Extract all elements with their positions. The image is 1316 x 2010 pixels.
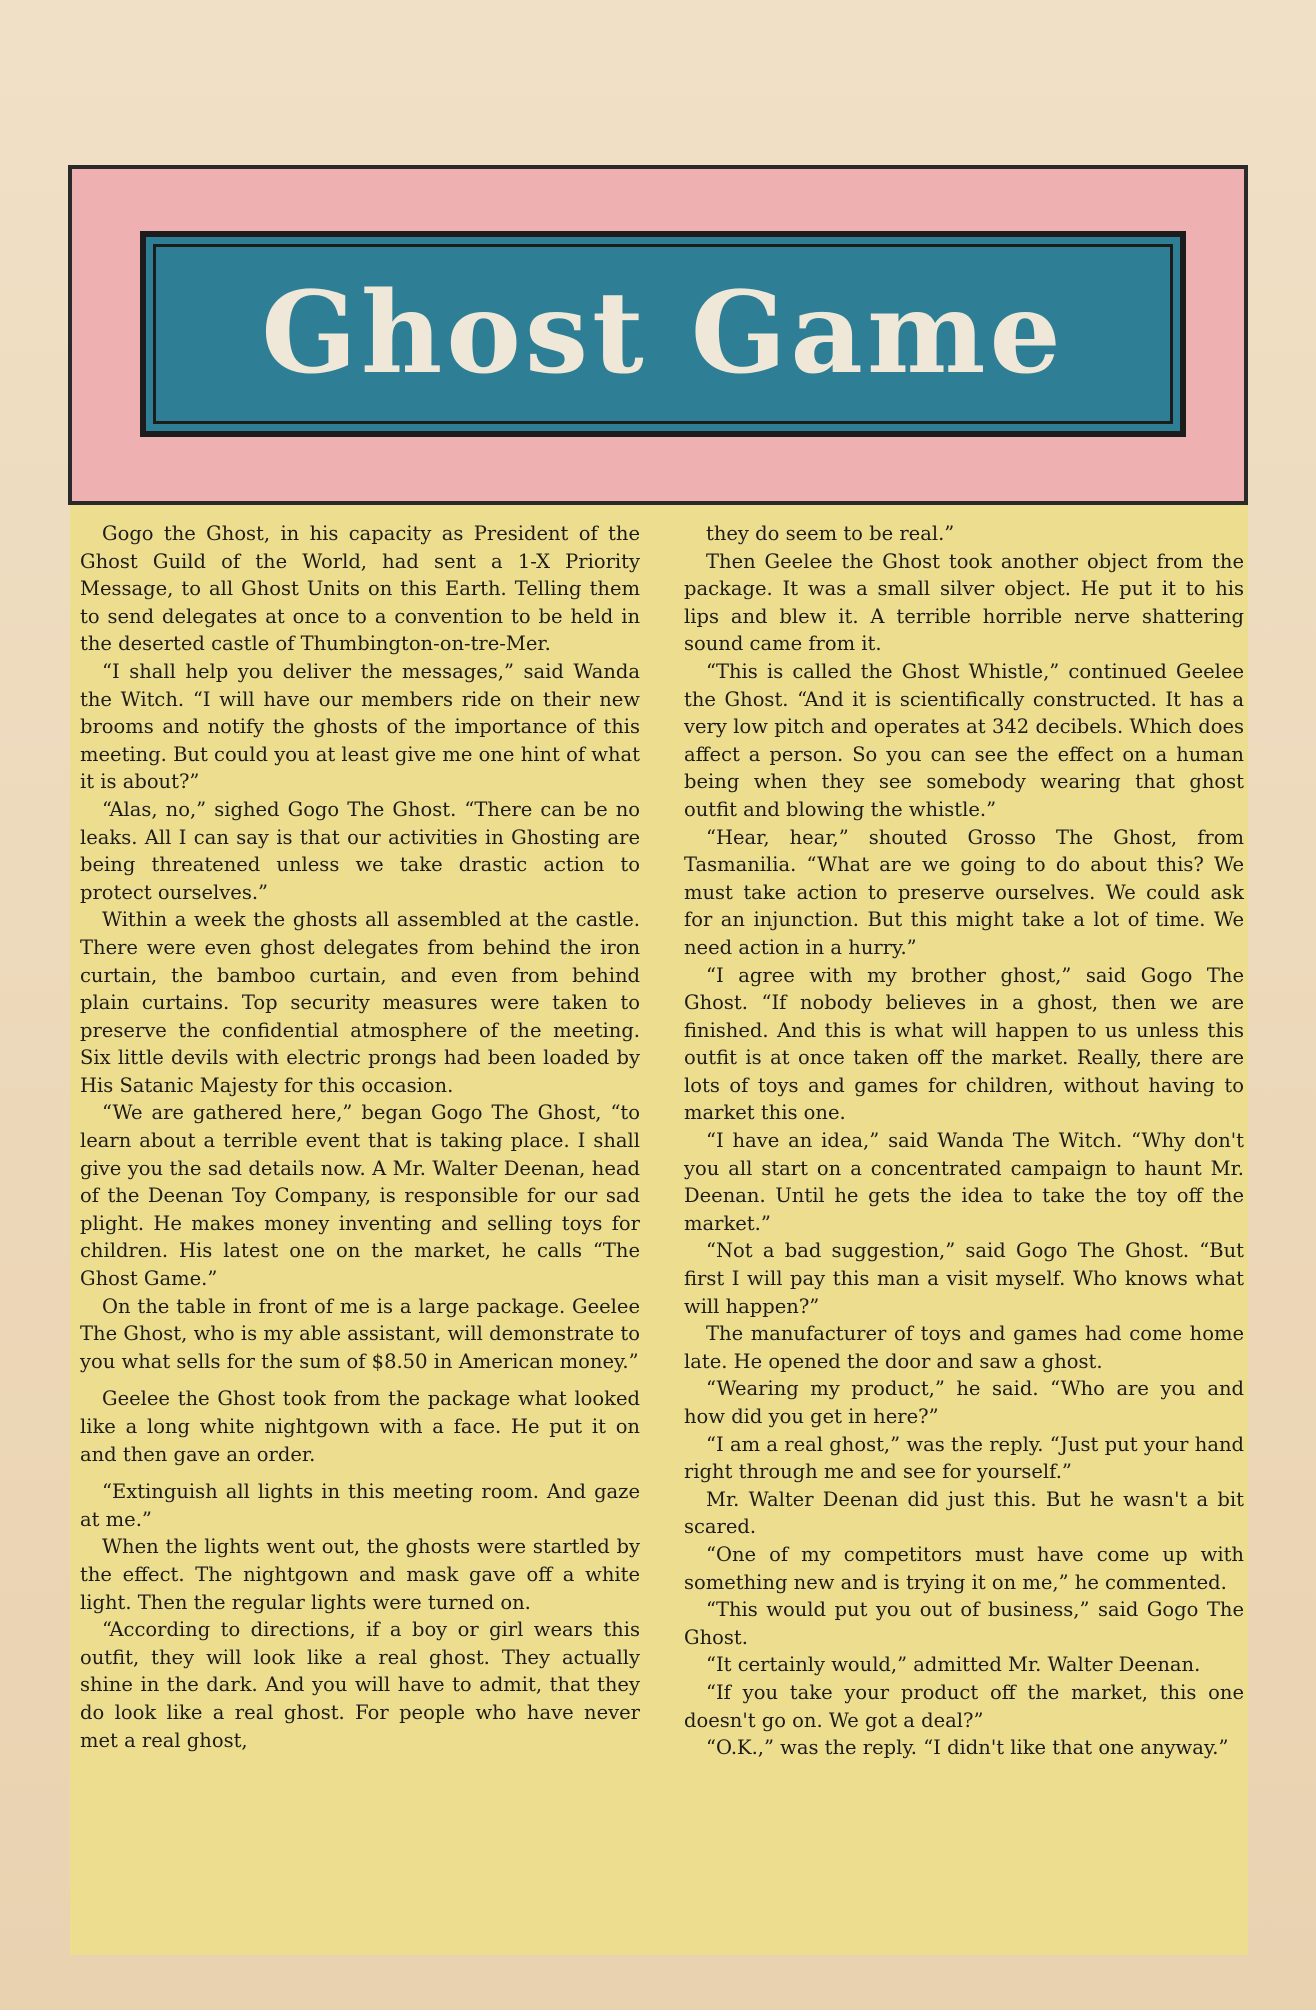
title-panel (68, 165, 1248, 505)
paragraph: “O.K.,” was the reply. “I didn't like that one anyway.” (706, 1736, 1229, 1760)
right-column (684, 520, 1244, 1762)
title-banner (140, 231, 1186, 437)
paragraph: “Not a bad suggestion,” said Gogo The Ghost. “But first I will pay this man a visit myself. Who knows what will happen?” (684, 1239, 1244, 1318)
paragraph: “If you take your product off the market, this one doesn't go on. We got a deal?” (684, 1680, 1244, 1732)
paragraph: When the lights went out, the ghosts were startled by the effect. The nightgown and mask gave off a white light. Then the regular lights were turned on. (80, 1535, 640, 1614)
paragraph: “Extinguish all lights in this meeting room. And gaze at me.” (80, 1480, 640, 1531)
paragraph: “I agree with my brother ghost,” said Gogo The Ghost. “If nobody believes in a ghost, then we are finished. And this is what will happen to us unless this outfit is at once taken off the market. Really, there are lots of toys and games for children, without having to market this one. (684, 963, 1244, 1125)
paragraph: “We are gathered here,” began Gogo The Ghost, “to learn about a terrible event that is taking place. I shall give you the sad details now. A Mr. Walter Deenan, head of the Deenan Toy Company, is responsible for our sad plight. He makes money inventing and selling toys for children. His latest one on the market, he calls “The Ghost Game.” (80, 1101, 640, 1291)
paragraph: Geelee the Ghost took from the package what looked like a long white nightgown with a face. He put it on and then gave an order. (80, 1387, 640, 1466)
paragraph: “I shall help you deliver the messages,” said Wanda the Witch. “I will have our members ride on their new brooms and notify the ghosts of the importance of this meeting. But could you at least give me one hint of what it is about?” (80, 659, 640, 794)
paragraph: “One of my competitors must have come up with something new and is trying it on me,” he commented. (684, 1542, 1244, 1594)
paragraph: “Alas, no,” sighed Gogo The Ghost. “There can be no leaks. All I can say is that our activities in Ghosting are being threatened unless we take drastic action to protect ourselves.” (80, 797, 640, 904)
paragraph: “It certainly would,” admitted Mr. Walter Deenan. (706, 1653, 1201, 1677)
paragraph: On the table in front of me is a large package. Geelee The Ghost, who is my able assistant, will demonstrate to you what sells for the sum of $8.50 in American money.” (80, 1294, 640, 1373)
paragraph: Then Geelee the Ghost took another object from the package. It was a small silver object. He put it to his lips and blew it. A terrible horrible nerve shattering sound came from it. (684, 549, 1244, 656)
paragraph: they do seem to be real.” (706, 522, 955, 545)
paragraph: “This is called the Ghost Whistle,” continued Geelee the Ghost. “And it is scientifically constructed. It has a very low pitch and operates at 342 decibels. Which does affect a person. So you can see the effect on a human being when they see somebody wearing that ghost outfit and blowing the whistle.” (684, 659, 1244, 821)
paragraph: “Hear, hear,” shouted Grosso The Ghost, from Tasmanilia. “What are we going to do about this? We must take action to preserve ourselves. We could ask for an injunction. But this might take a lot of time. We need action in a hurry.” (684, 825, 1244, 959)
paragraph: “I am a real ghost,” was the reply. “Just put your hand right through me and see for yourself.” (684, 1432, 1244, 1484)
story-title: Ghost Game (261, 268, 1065, 399)
paragraph: Gogo the Ghost, in his capacity as President of the Ghost Guild of the World, had sent a 1-X Priority Message, to all Ghost Units on this Earth. Telling them to send delegates at once to a convention to be held in the deserted castle of Thumbington-on-tre-Mer. (80, 522, 640, 656)
paragraph: Mr. Walter Deenan did just this. But he wasn't a bit scared. (684, 1487, 1244, 1539)
paragraph: The manufacturer of toys and games had come home late. He opened the door and saw a ghost. (684, 1322, 1244, 1373)
paragraph: “I have an idea,” said Wanda The Witch. “Why don't you all start on a concentrated campaign to haunt Mr. Deenan. Until he gets the idea to take the toy off the market.” (684, 1129, 1244, 1235)
paragraph: Within a week the ghosts all assembled at the castle. There were even ghost delegates from behind the iron curtain, the bamboo curtain, and even from behind plain curtains. Top security measures were taken to preserve the confidential atmosphere of the meeting. Six little devils with electric prongs had been loaded by His Satanic Majesty for this occasion. (80, 908, 640, 1097)
paragraph: “This would put you out of business,” said Gogo The Ghost. (684, 1598, 1244, 1649)
paragraph: “Wearing my product,” he said. “Who are you and how did you get in here?” (684, 1377, 1244, 1428)
paragraph: “According to directions, if a boy or girl wears this outfit, they will look like a real ghost. They actually shine in the dark. And you will have to admit, that they do look like a real ghost. For people who have never met a real ghost, (80, 1618, 640, 1752)
left-column (80, 520, 640, 1754)
